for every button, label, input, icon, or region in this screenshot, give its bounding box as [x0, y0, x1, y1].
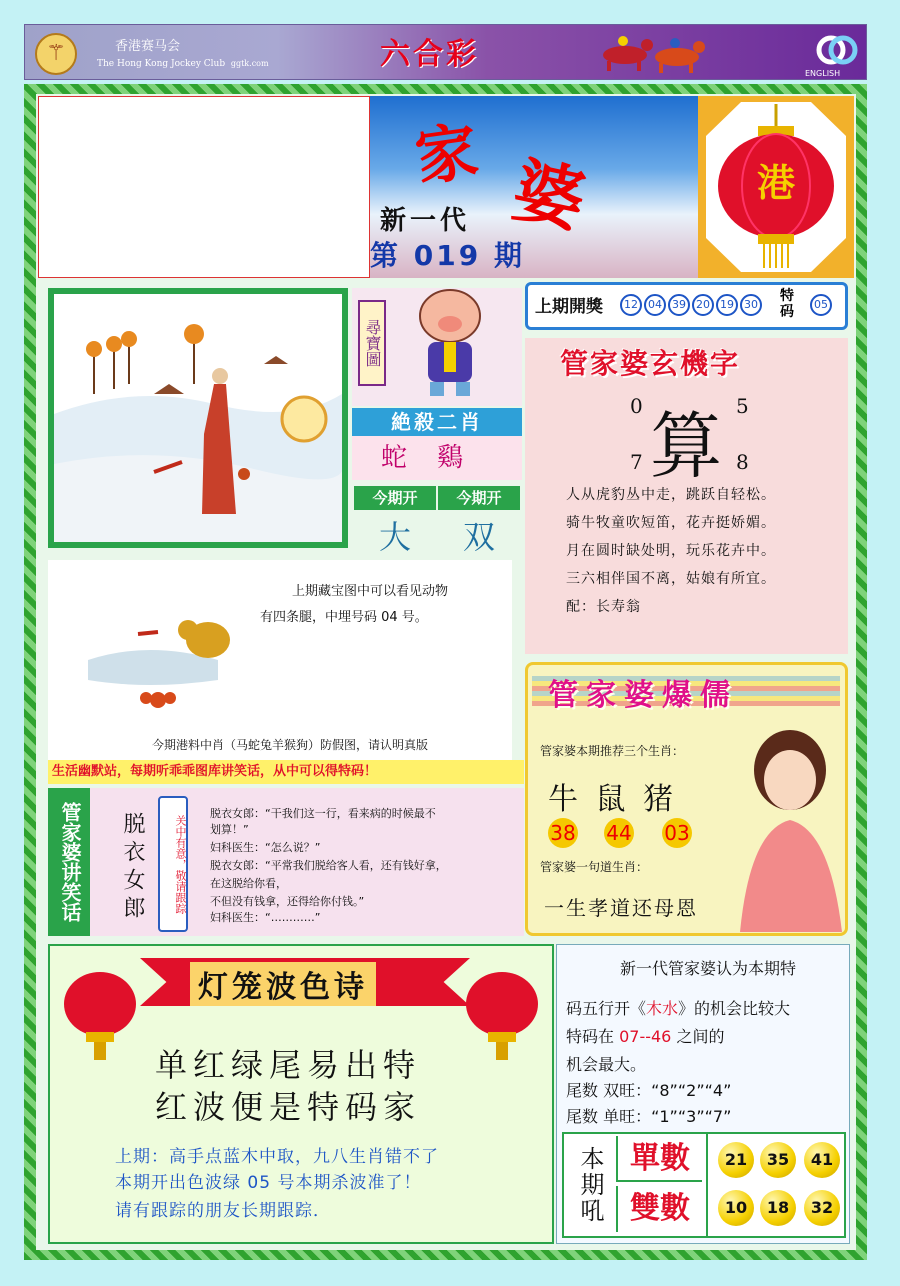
even-number-ball: 18 [760, 1190, 796, 1226]
scholar-landscape-image [54, 294, 342, 542]
poem-sub-line: 上期：高手点蓝木中取，九八生肖错不了 [115, 1147, 439, 1167]
joke-tip: 关中有意，敬请跟踪 [158, 796, 188, 932]
last-draw-ball: 30 [740, 294, 762, 316]
hkjc-name-en: The Hong Kong Jockey Club ggtk.com [97, 59, 269, 69]
masthead-subtitle: 新一代 [380, 206, 471, 236]
last-draw-label: 上期開獎 [535, 297, 603, 317]
open-value-2: 双 [462, 518, 495, 556]
joke-line: 妇科医生：“…………” [210, 911, 321, 924]
pick-zodiacs: 牛 鼠 猪 [548, 782, 678, 817]
treasure-hint-line: 上期藏宝图中可以看见动物 [292, 584, 449, 599]
issue-number: 第 019 期 [370, 239, 525, 272]
poem-sub-line: 本期开出色波绿 05 号本期杀波准了！ [115, 1173, 422, 1193]
monkey-scene-image [58, 580, 248, 720]
right-lantern-icon [462, 962, 542, 1062]
blank-panel [38, 96, 370, 278]
header-bar [24, 24, 867, 80]
hk-mark-icon [815, 33, 859, 67]
even-number-ball: 10 [718, 1190, 754, 1226]
mystic-poem-line: 骑牛牧童吹短笛，花卉挺娇媚。 [566, 515, 776, 531]
english-link[interactable]: ENGLISH [805, 69, 841, 78]
joke-line: 妇科医生：“怎么说？” [210, 841, 321, 854]
last-draw-ball: 19 [716, 294, 738, 316]
last-draw-ball: 12 [620, 294, 642, 316]
kill-two-zodiac-title: 絶殺二肖 [352, 408, 522, 436]
last-draw-ball: 20 [692, 294, 714, 316]
pick-saying-label: 管家婆一句道生肖： [540, 860, 649, 874]
treasure-hint-line: 有四条腿，中埋号码 04 号。 [260, 610, 428, 625]
pig-mascot-icon [400, 286, 500, 400]
mystic-char: 算 [650, 404, 723, 488]
joke-line: 划算！” [210, 823, 249, 836]
analysis-line: 新一代管家婆认为本期特 [620, 959, 797, 978]
special-number-ball: 05 [810, 294, 832, 316]
pick-number: 38 [548, 818, 578, 848]
poem-title: 灯笼波色诗 [190, 962, 376, 1006]
mystic-number-4: 8 [736, 450, 749, 474]
roar-divider [706, 1134, 708, 1236]
open-tag-1: 今期开 [354, 486, 436, 510]
mystic-title: 管家婆玄機字 [560, 347, 741, 380]
joke-line: 不但没有钱拿，还得给你付钱。” [210, 895, 365, 908]
last-draw-ball: 04 [644, 294, 666, 316]
pick-saying: 一生孝道还母恩 [544, 896, 698, 920]
analysis-line: 机会最大。 [566, 1055, 647, 1074]
masthead-char-2: 婆 [506, 147, 592, 244]
roar-label: 本期吼 [576, 1146, 604, 1224]
mystic-poem-line: 月在圆时缺处明，玩乐花卉中。 [566, 543, 776, 559]
mystic-poem-line: 三六相伴国不离，姑娘有所宜。 [566, 571, 776, 587]
hkjc-logo-icon: ⚚ [35, 33, 77, 75]
even-number-ball: 32 [804, 1190, 840, 1226]
analysis-line: 特码在 07--46 之间的 [566, 1027, 725, 1046]
poem-line-2: 红波便是特码家 [155, 1088, 422, 1126]
open-value-1: 大 [378, 518, 411, 556]
odd-number-ball: 41 [804, 1142, 840, 1178]
joke-title: 脱衣女郎 [120, 812, 145, 924]
mystic-number-3: 7 [630, 450, 643, 474]
lantern-char: 港 [756, 160, 795, 205]
odd-number-ball: 35 [760, 1142, 796, 1178]
mystic-poem-line: 人从虎豹丛中走，跳跃自轻松。 [566, 487, 776, 503]
pick-number: 03 [662, 818, 692, 848]
housekeeper-pick-title: 管家婆爆儒 [548, 678, 738, 713]
pick-number: 44 [604, 818, 634, 848]
racing-horses-icon [595, 31, 715, 73]
joke-line: 脱衣女郎：“平常我们脱给客人看，还有钱好拿， [210, 859, 447, 872]
treasure-map-label: 尋寶圖 [358, 300, 386, 386]
analysis-line: 尾数 单旺：“1”“3”“7” [566, 1107, 732, 1126]
last-draw-ball: 39 [668, 294, 690, 316]
mystic-number-2: 5 [736, 394, 749, 418]
joke-line: 在这脱给你看， [210, 877, 287, 890]
masthead-char-1: 家 [410, 113, 483, 195]
even-label: 雙數 [616, 1186, 702, 1232]
kill-two-zodiac-value: 蛇鷄 [352, 436, 522, 480]
analysis-line: 尾数 双旺：“8”“2”“4” [566, 1081, 732, 1100]
open-tag-2: 今期开 [438, 486, 520, 510]
joke-line: 脱衣女郎：“干我们这一行，看来病的时候最不 [210, 807, 436, 820]
lottery-title: 六合彩 [380, 37, 479, 72]
pick-recommend: 管家婆本期推荐三个生肖： [540, 744, 685, 758]
odd-number-ball: 21 [718, 1142, 754, 1178]
analysis-line: 码五行开《木水》的机会比较大 [566, 999, 791, 1018]
hkjc-name-cn: 香港赛马会 [115, 39, 181, 54]
poem-line-1: 单红绿尾易出特 [155, 1046, 422, 1084]
odd-label: 單數 [616, 1136, 702, 1182]
girl-portrait-image [730, 720, 848, 932]
mystic-number-1: 0 [630, 394, 643, 418]
joke-side-label: 管家婆讲笑话 [48, 788, 90, 936]
fake-notice: 今期港料中肖（马蛇兔羊猴狗）防假图，请认明真版 [152, 738, 429, 752]
left-lantern-icon [60, 962, 140, 1062]
poem-sub-line: 请有跟踪的朋友长期跟踪． [115, 1201, 331, 1221]
joke-banner: 生活幽默站，每期听乖乖图库讲笑话，从中可以得特码！ [48, 760, 524, 784]
special-number-label: 特码 [780, 288, 794, 320]
treasure-map-scene [48, 288, 348, 548]
mystic-poem-line: 配：长寿翁 [566, 599, 641, 615]
